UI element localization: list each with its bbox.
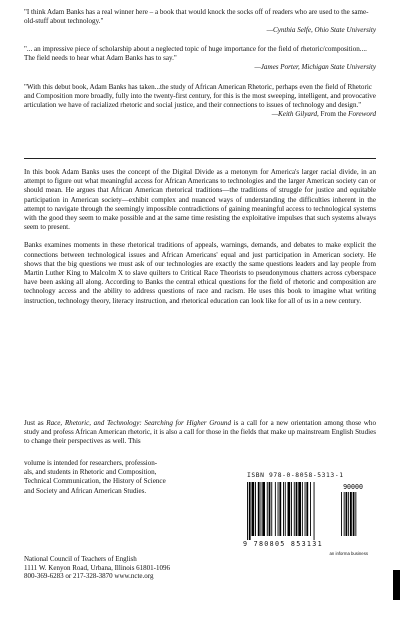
blurb-attribution-2: —James Porter, Michigan State University	[254, 63, 376, 72]
description-paragraph-3	[24, 419, 376, 447]
description-paragraph-2: Banks examines moments in these rhetorical traditions of appeals, warnings, demands, and debates to make explicit the connections between technological issues and African Americans' equal and just participation in American society. He shows that the big questions we must ask of our technologies are exactly the same questions leaders and lay people from Martin Luther King to Malcolm X to slave quilters to Critical Race Theorists to pseudonymous chatters across cyberspace have been asking all along. According to Banks the central ethical questions for the field of rhetoric and composition are technology access and the ability to address questions of race and racism. He uses this book to imagine what writing instruction, technology theory, literacy instruction, and rhetorical education can look like for all of us in a new century.	[24, 241, 376, 305]
blurb-attribution-3-name: —Keith Gilyard,	[271, 109, 319, 118]
book-description	[24, 168, 376, 315]
blurb-attribution-3-work: Foreword	[348, 109, 376, 118]
audience-line-2: als, and students in Rhetoric and Composition,	[24, 468, 157, 477]
blurb-quote-3: "With this debut book, Adam Banks has taken...the study of African American Rhetoric, perhaps even the field of Rhetoric and Composition more broadly, fully into the twenty-first century, for this is the most sweeping, intelligent, and provocative articulation we have of racialized rhetoric and social justice, and their connections to issues of technology and design."	[24, 82, 376, 109]
publisher-tagline: an informa business	[329, 551, 368, 556]
publisher-contact: 800-369-6283 or 217-328-3870 www.ncte.org	[24, 572, 154, 581]
audience-line-3: Technical Communication, the History of Science	[24, 477, 166, 486]
audience-line-4: and Society and African American Studies.	[24, 486, 147, 495]
blurb-quote-1: "I think Adam Banks has a real winner here – a book that would knock the socks off of readers who are used to the same-old-stuff about technology."	[24, 8, 369, 26]
audience-line-1: volume is intended for researchers, profession-	[24, 459, 158, 467]
blurb-attribution-3-from: From the	[318, 109, 349, 118]
para3-lead: Just as	[24, 419, 47, 427]
endorsements	[24, 8, 376, 129]
publisher-address: 1111 W. Kenyon Road, Urbana, Illinois 61801-1096	[24, 563, 171, 572]
isbn-label: ISBN 978-0-8058-5313-1	[247, 472, 344, 479]
book-title-italic: Race, Rhetoric, and Technology: Searching for Higher Ground	[46, 419, 231, 427]
blurb-attribution-3	[24, 110, 376, 119]
audience-lines	[24, 459, 220, 496]
publisher-name: National Council of Teachers of English	[24, 555, 137, 563]
barcode-icon	[247, 482, 367, 540]
blurb-attribution-1: —Cynthia Selfe, Ohio State University	[266, 26, 376, 35]
price-code: 90000	[343, 483, 363, 491]
blurb-quote-2: "... an impressive piece of scholarship about a neglected topic of huge importance for the field of rhetoric/composition.... The field needs to hear what Adam Banks has to say."	[24, 45, 367, 63]
barcode-digits: 9 780805 853131	[243, 540, 323, 548]
publisher-info	[24, 555, 264, 581]
para3-rest: is a call for a new orientation among those who study and profess African American rhetoric, it is also a call for those in the fields that make up mainstream English Studies to change their perspectives as well. This	[24, 419, 376, 446]
section-divider	[24, 158, 376, 159]
isbn-barcode-block	[243, 472, 375, 617]
description-paragraph-1: In this book Adam Banks uses the concept of the Digital Divide as a metonym for America's larger racial divide, in an attempt to figure out what meaningful access for African Americans to technologies and the larger American society can or should mean. He argues that African American rhetorical traditions—the traditions of struggle for justice and equitable participation in American society—exhibit complex and nuanced ways of understanding the difficulties inherent in the attempt to navigate through the seemingly impossible contradictions of gaining meaningful access to technological systems with the good they seem to make possible and at the same time resisting the exploitative impulses that such systems always seem to present.	[24, 168, 376, 232]
spine-edge	[393, 570, 400, 600]
